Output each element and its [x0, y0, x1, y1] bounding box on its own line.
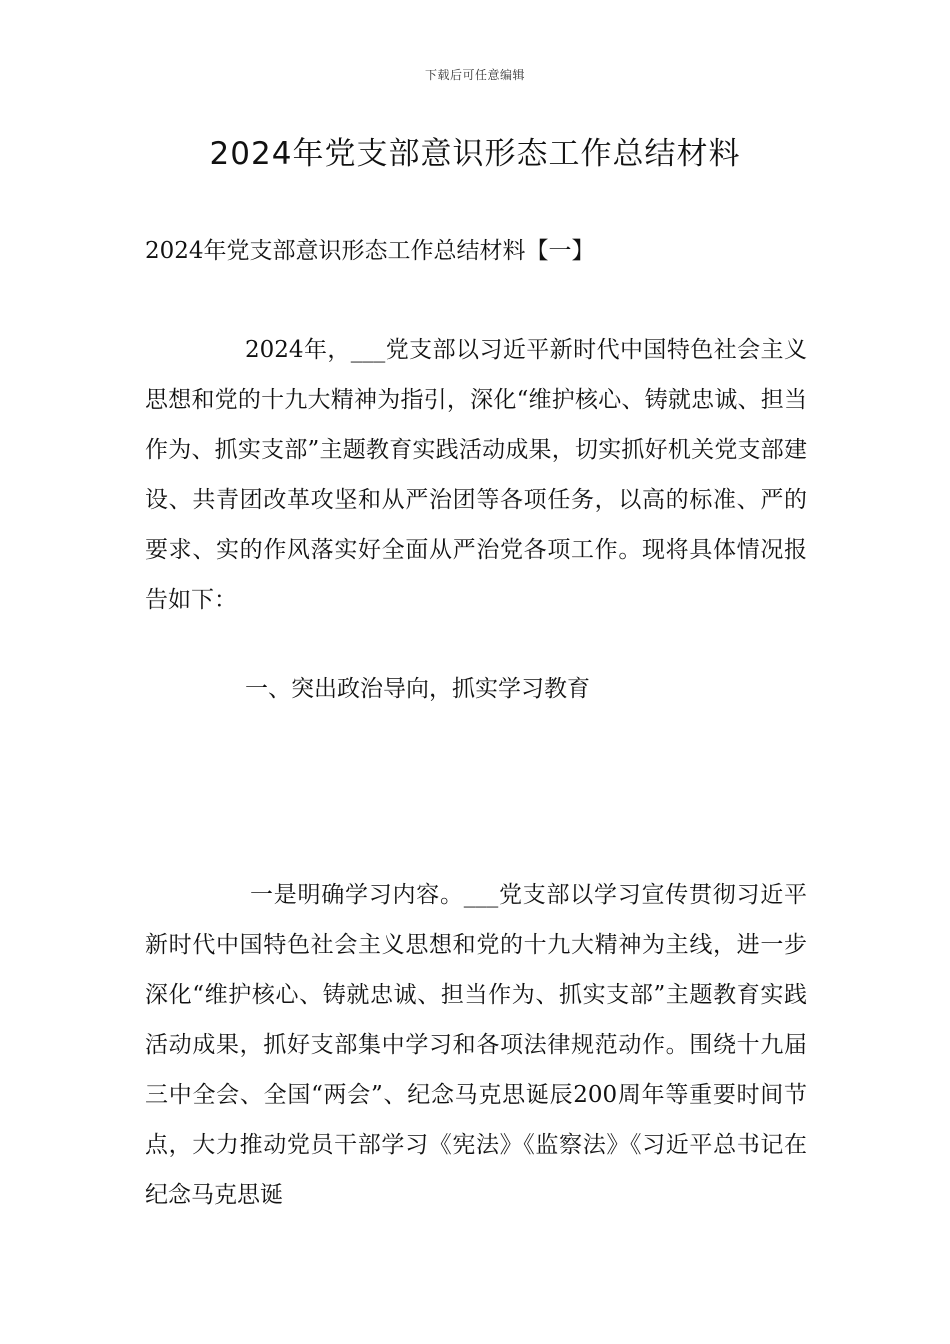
section-heading-1: 一、突出政治导向，抓实学习教育 [245, 676, 590, 702]
document-title: 2024年党支部意识形态工作总结材料 [209, 136, 741, 172]
document-subtitle: 2024年党支部意识形态工作总结材料【一】 [145, 238, 595, 264]
page-header-note: 下载后可任意编辑 [424, 68, 525, 82]
body-paragraph-study-content: 一是明确学习内容。___党支部以学习宣传贯彻习近平新时代中国特色社会主义思想和党的十九大精神为主线，进一步深化“维护核心、铸就忠诚、担当作为、抓实支部”主题教育实践活动成果，抓好支部集中学习和各项法律规范动作。围绕十九届三中全会、全国“两会”、纪念马克思诞辰200周年等重要时间节点，大力推动党员干部学习《宪法》《监察法》《习近平总书记在纪念马克思诞 [145, 882, 807, 1208]
body-paragraph-intro: 2024年，___党支部以习近平新时代中国特色社会主义思想和党的十九大精神为指引，深化“维护核心、铸就忠诚、担当作为、抓实支部”主题教育实践活动成果，切实抓好机关党支部建设、共青团改革攻坚和从严治团等各项任务，以高的标准、严的要求、实的作风落实好全面从严治党各项工作。现将具体情况报告如下： [145, 337, 807, 613]
